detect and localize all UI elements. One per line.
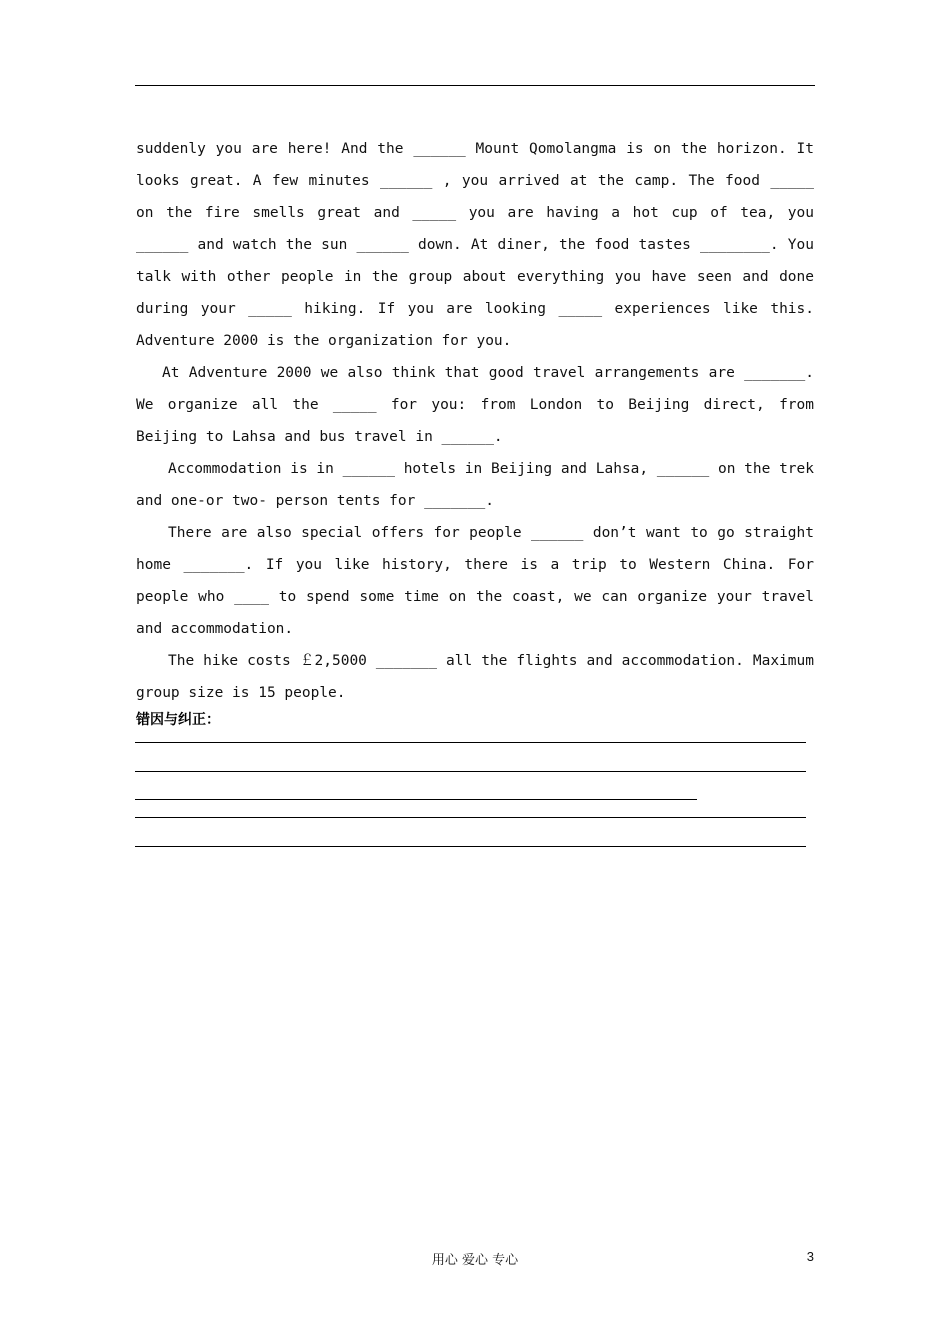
answer-line-3 — [135, 799, 697, 800]
paragraph-4: There are also special offers for people ______ don’t want to go straight home _______. If you like history, there is a trip to Western China. For people who ____ to spend some time on the coast, we can organize your travel and accommodation. — [136, 525, 814, 637]
passage-text — [136, 133, 814, 709]
page-number: 3 — [806, 1249, 814, 1264]
paragraph-3: Accommodation is in ______ hotels in Beijing and Lahsa, ______ on the trek and one-or two- person tents for _______. — [136, 461, 815, 509]
paragraph-1: suddenly you are here! And the ______ Mount Qomolangma is on the horizon. It looks great. A few minutes ______ , you arrived at the camp. The food _____ on the fire smells great and _____ you are having a hot cup of tea, you ______ and watch the sun ______ down. At diner, the food tastes ________. You talk with other people in the group about everything you have seen and done during your _____ hiking. If you are looking _____ experiences like this. Adventure 2000 is the organization for you. — [136, 141, 814, 349]
answer-line-5 — [135, 846, 806, 847]
correction-label: 错因与纠正： — [136, 712, 220, 728]
answer-line-1 — [135, 742, 806, 743]
answer-line-2 — [135, 771, 806, 772]
answer-line-4 — [135, 817, 806, 818]
paragraph-2: At Adventure 2000 we also think that good travel arrangements are _______. We organize all the _____ for you: from London to Beijing direct, from Beijing to Lahsa and bus travel in ______. — [136, 365, 814, 445]
paragraph-5: The hike costs ￡2,5000 _______ all the flights and accommodation. Maximum group size is 15 people. — [136, 653, 814, 701]
footer-motto: 用心 爱心 专心 — [431, 1253, 519, 1268]
header-rule — [135, 85, 815, 86]
